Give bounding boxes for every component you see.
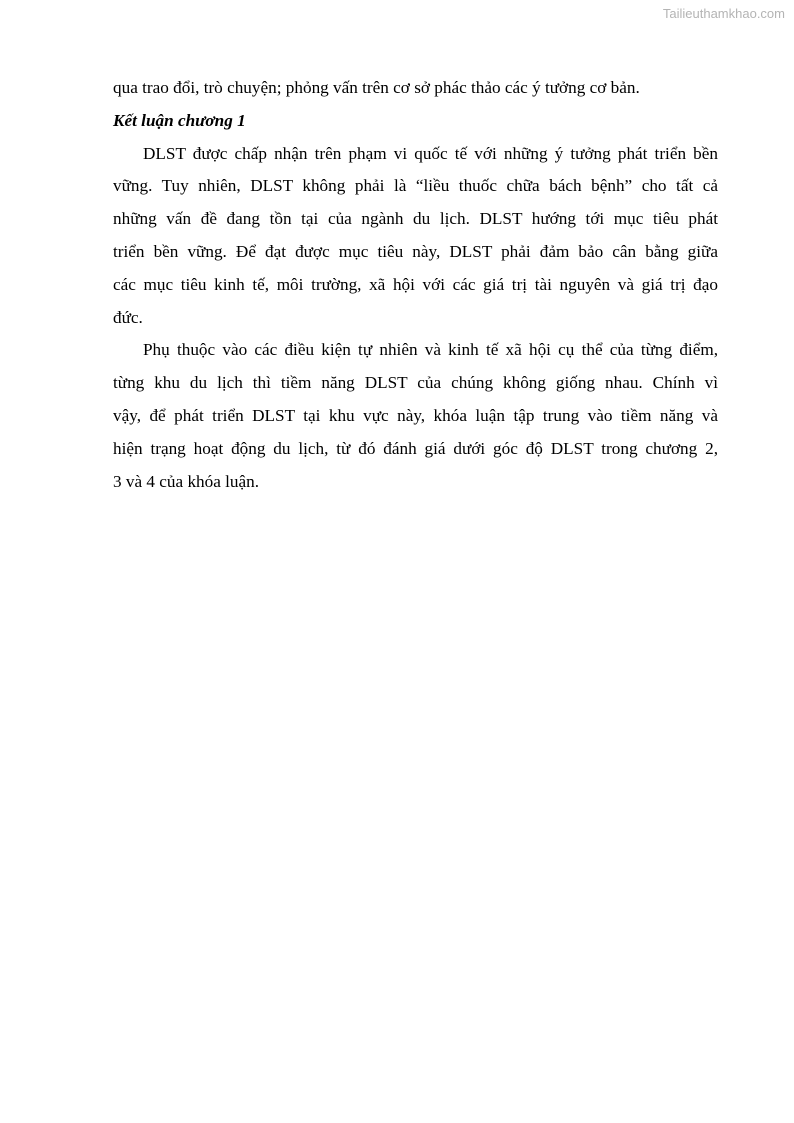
text-line: đức. (113, 307, 143, 327)
text-line: Phụ thuộc vào các điều kiện tự nhiên và kinh tế xã hội cụ thể của từng điểm, (143, 340, 718, 360)
text-line: vững. Tuy nhiên, DLST không phải là “liều thuốc chữa bách bệnh” cho tất cả (113, 176, 718, 196)
text-line: từng khu du lịch thì tiềm năng DLST của chúng không giống nhau. Chính vì (113, 373, 718, 393)
paragraph-1 (113, 141, 718, 338)
intro-line: qua trao đổi, trò chuyện; phỏng vấn trên cơ sở phác thảo các ý tưởng cơ bản. (113, 78, 640, 97)
text-line: 3 và 4 của khóa luận. (113, 471, 260, 491)
paragraph-2 (113, 337, 718, 501)
text-line: DLST được chấp nhận trên phạm vi quốc tế với những ý tưởng phát triển bền (143, 143, 718, 163)
section-heading: Kết luận chương 1 (113, 110, 246, 130)
watermark: Tailieuthamkhao.com (662, 6, 785, 21)
text-line: vậy, để phát triển DLST tại khu vực này, khóa luận tập trung vào tiềm năng và (113, 405, 718, 425)
document-page (113, 75, 718, 501)
text-line: những vấn đề đang tồn tại của ngành du lịch. DLST hướng tới mục tiêu phát (113, 209, 718, 229)
text-line: hiện trạng hoạt động du lịch, từ đó đánh giá dưới góc độ DLST trong chương 2, (113, 438, 718, 458)
text-line: triển bền vững. Để đạt được mục tiêu này, DLST phải đảm bảo cân bằng giữa (113, 241, 718, 261)
text-line: các mục tiêu kinh tế, môi trường, xã hội với các giá trị tài nguyên và giá trị đạo (113, 274, 718, 294)
